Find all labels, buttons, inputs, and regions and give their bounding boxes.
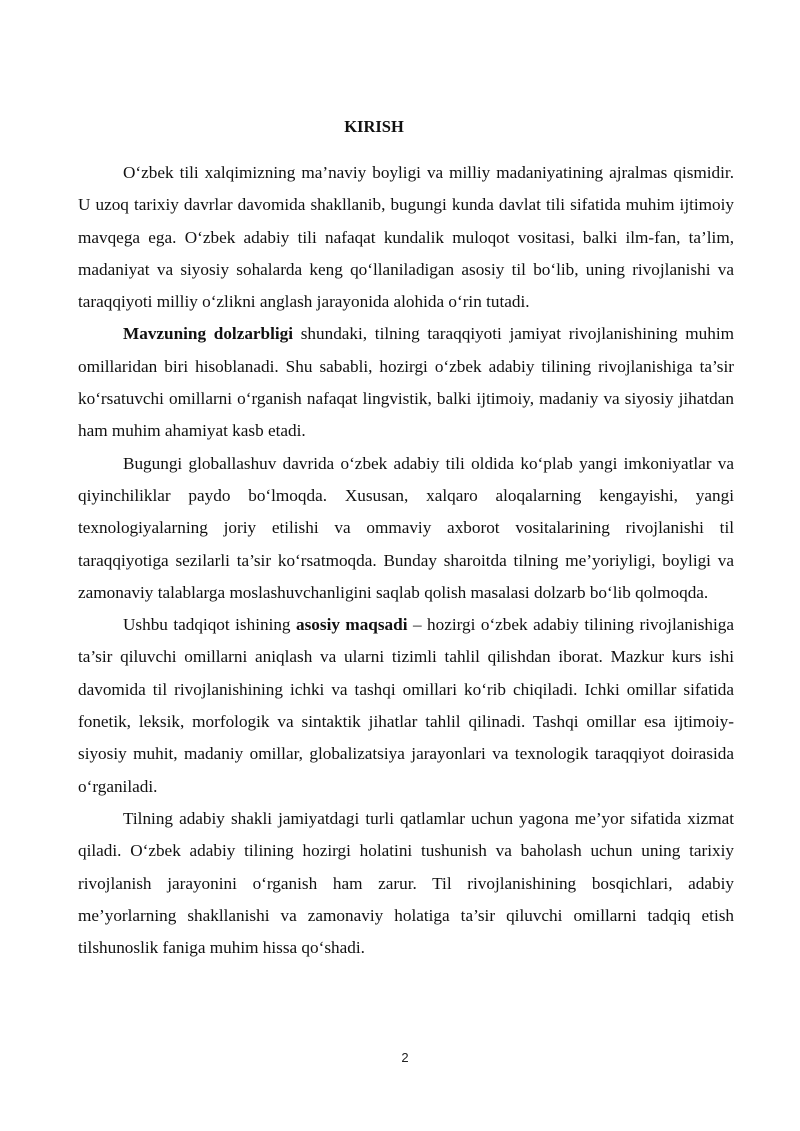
aim-heading: asosiy maqsadi xyxy=(296,615,408,635)
paragraph-text-before: Ushbu tadqiqot ishining xyxy=(123,615,296,635)
section-title: KIRISH xyxy=(344,117,404,136)
paragraph-text: O‘zbek tili xalqimizning ma’naviy boyligi va milliy madaniyatining ajralmas qismidir. U uzoq tarixiy davrlar davomida shakllanib, bugungi kunda davlat tili sifatida muhim ijtimoiy mavqega ega. O‘zbek adabiy tili nafaqat kundalik muloqot vositasi, balki ilm-fan, ta’lim, madaniyat va siyosiy sohalarda keng qo‘llaniladigan asosiy til bo‘lib, uning rivojlanishi va taraqqiyoti milliy o‘zlikni anglash jarayonida alohida o‘rin tutadi. xyxy=(78,163,734,312)
paragraph-text: shundaki, tilning taraqqiyoti jamiyat rivojlanishining muhim omillaridan biri hisoblanadi. Shu sababli, hozirgi o‘zbek adabiy tilining rivojlanishiga ta’sir ko‘rsatuvchi omillarni o‘rganish nafaqat lingvistik, balki ijtimoiy, madaniy va siyosiy jihatdan ham muhim ahamiyat kasb etadi. xyxy=(78,324,735,441)
page-number: 2 xyxy=(401,1050,409,1065)
paragraph-intro xyxy=(78,157,734,318)
paragraph-globalization xyxy=(78,448,734,609)
paragraph-text: – hozirgi o‘zbek adabiy tilining rivojlanishiga ta’sir qiluvchi omillarni aniqlash va ularni tizimli tahlil qilishdan iborat. Mazkur kurs ishi davomida til rivojlanishining ichki va tashqi omillari ko‘rib chiqiladi. Ichki omillar sifatida fonetik, leksik, morfologik va sintaktik jihatlar tahlil qilinadi. Tashqi omillar esa ijtimoiy-siyosiy muhit, madaniy omillar, globalizatsiya jarayonlari va texnologik taraqqiyot doirasida o‘rganiladi. xyxy=(78,615,734,796)
relevance-heading: Mavzuning dolzarbligi xyxy=(123,324,294,344)
paragraph-literary-form xyxy=(78,803,734,964)
paragraph-relevance xyxy=(78,318,734,447)
body-text xyxy=(78,157,734,964)
paragraph-text: Bugungi globallashuv davrida o‘zbek adabiy tili oldida ko‘plab yangi imkoniyatlar va qiyinchiliklar paydo bo‘lmoqda. Xususan, xalqaro aloqalarning kengayishi, yangi texnologiyalarning joriy etilishi va ommaviy axborot vositalarining rivojlanishi til taraqqiyotiga sezilarli ta’sir ko‘rsatmoqda. Bunday sharoitda tilning me’yoriyligi, boyligi va zamonaviy talablarga moslashuvchanligini saqlab qolish masalasi dolzarb bo‘lib qolmoqda. xyxy=(78,453,734,602)
paragraph-text: Tilning adabiy shakli jamiyatdagi turli qatlamlar uchun yagona me’yor sifatida xizmat qiladi. O‘zbek adabiy tilining hozirgi holatini tushunish va baholash uchun uning tarixiy rivojlanish jarayonini o‘rganish ham zarur. Til rivojlanishining bosqichlari, adabiy me’yorlarning shakllanishi va zamonaviy holatiga ta’sir qiluvchi omillarni tadqiq etish tilshunoslik faniga muhim hissa qo‘shadi. xyxy=(78,808,734,958)
paragraph-aim xyxy=(78,609,734,803)
